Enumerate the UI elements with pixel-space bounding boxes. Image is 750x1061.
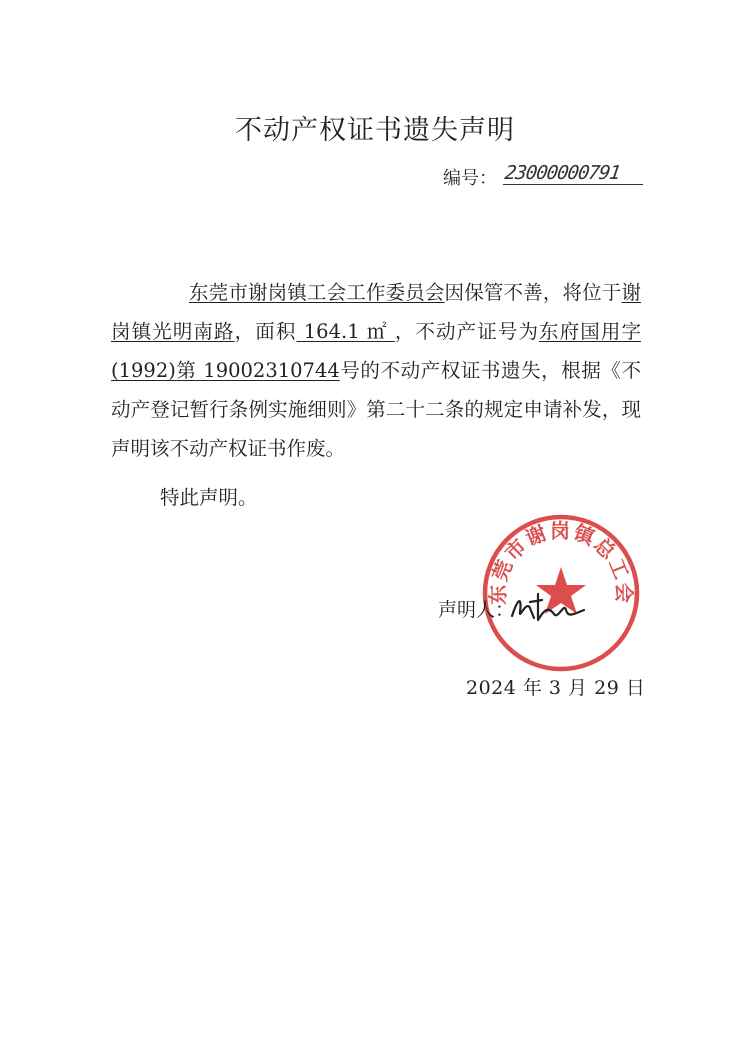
signer-label: 声明人： — [438, 599, 515, 621]
declaration-date: 2024 年 3 月 29 日 — [466, 677, 646, 699]
declaration-body — [111, 273, 641, 517]
declaration-paragraph — [111, 273, 641, 468]
serial-underline — [503, 184, 643, 185]
handwritten-signature-icon — [508, 588, 588, 628]
closing-statement: 特此声明。 — [160, 486, 258, 509]
organization-name: 东莞市谢岗镇工会工作委员会 — [189, 281, 445, 304]
serial-number: 23000000791 — [503, 162, 622, 184]
seal-text: 东莞市谢岗镇总工会 — [485, 518, 637, 605]
certificate-number: 东府国用字(1992)第 19002310744 — [111, 320, 641, 382]
serial-label: 编号： — [443, 168, 497, 189]
property-location: 谢岗镇光明南路 — [111, 281, 641, 343]
document-title: 不动产权证书遗失声明 — [235, 115, 515, 146]
property-area: 164.1 ㎡ — [296, 320, 395, 343]
text-segment-3: ，不动产证号为 — [394, 320, 540, 343]
serial-number-field — [443, 162, 643, 192]
text-segment-4: 号的不动产权证书遗失，根据《不动产登记暂行条例实施细则》第二十二条的规定申请补发，现声明该不动产权证书作废。 — [111, 359, 641, 460]
text-segment-2: ，面积 — [234, 320, 297, 343]
text-segment-1: 因保管不善，将位于 — [444, 281, 622, 304]
